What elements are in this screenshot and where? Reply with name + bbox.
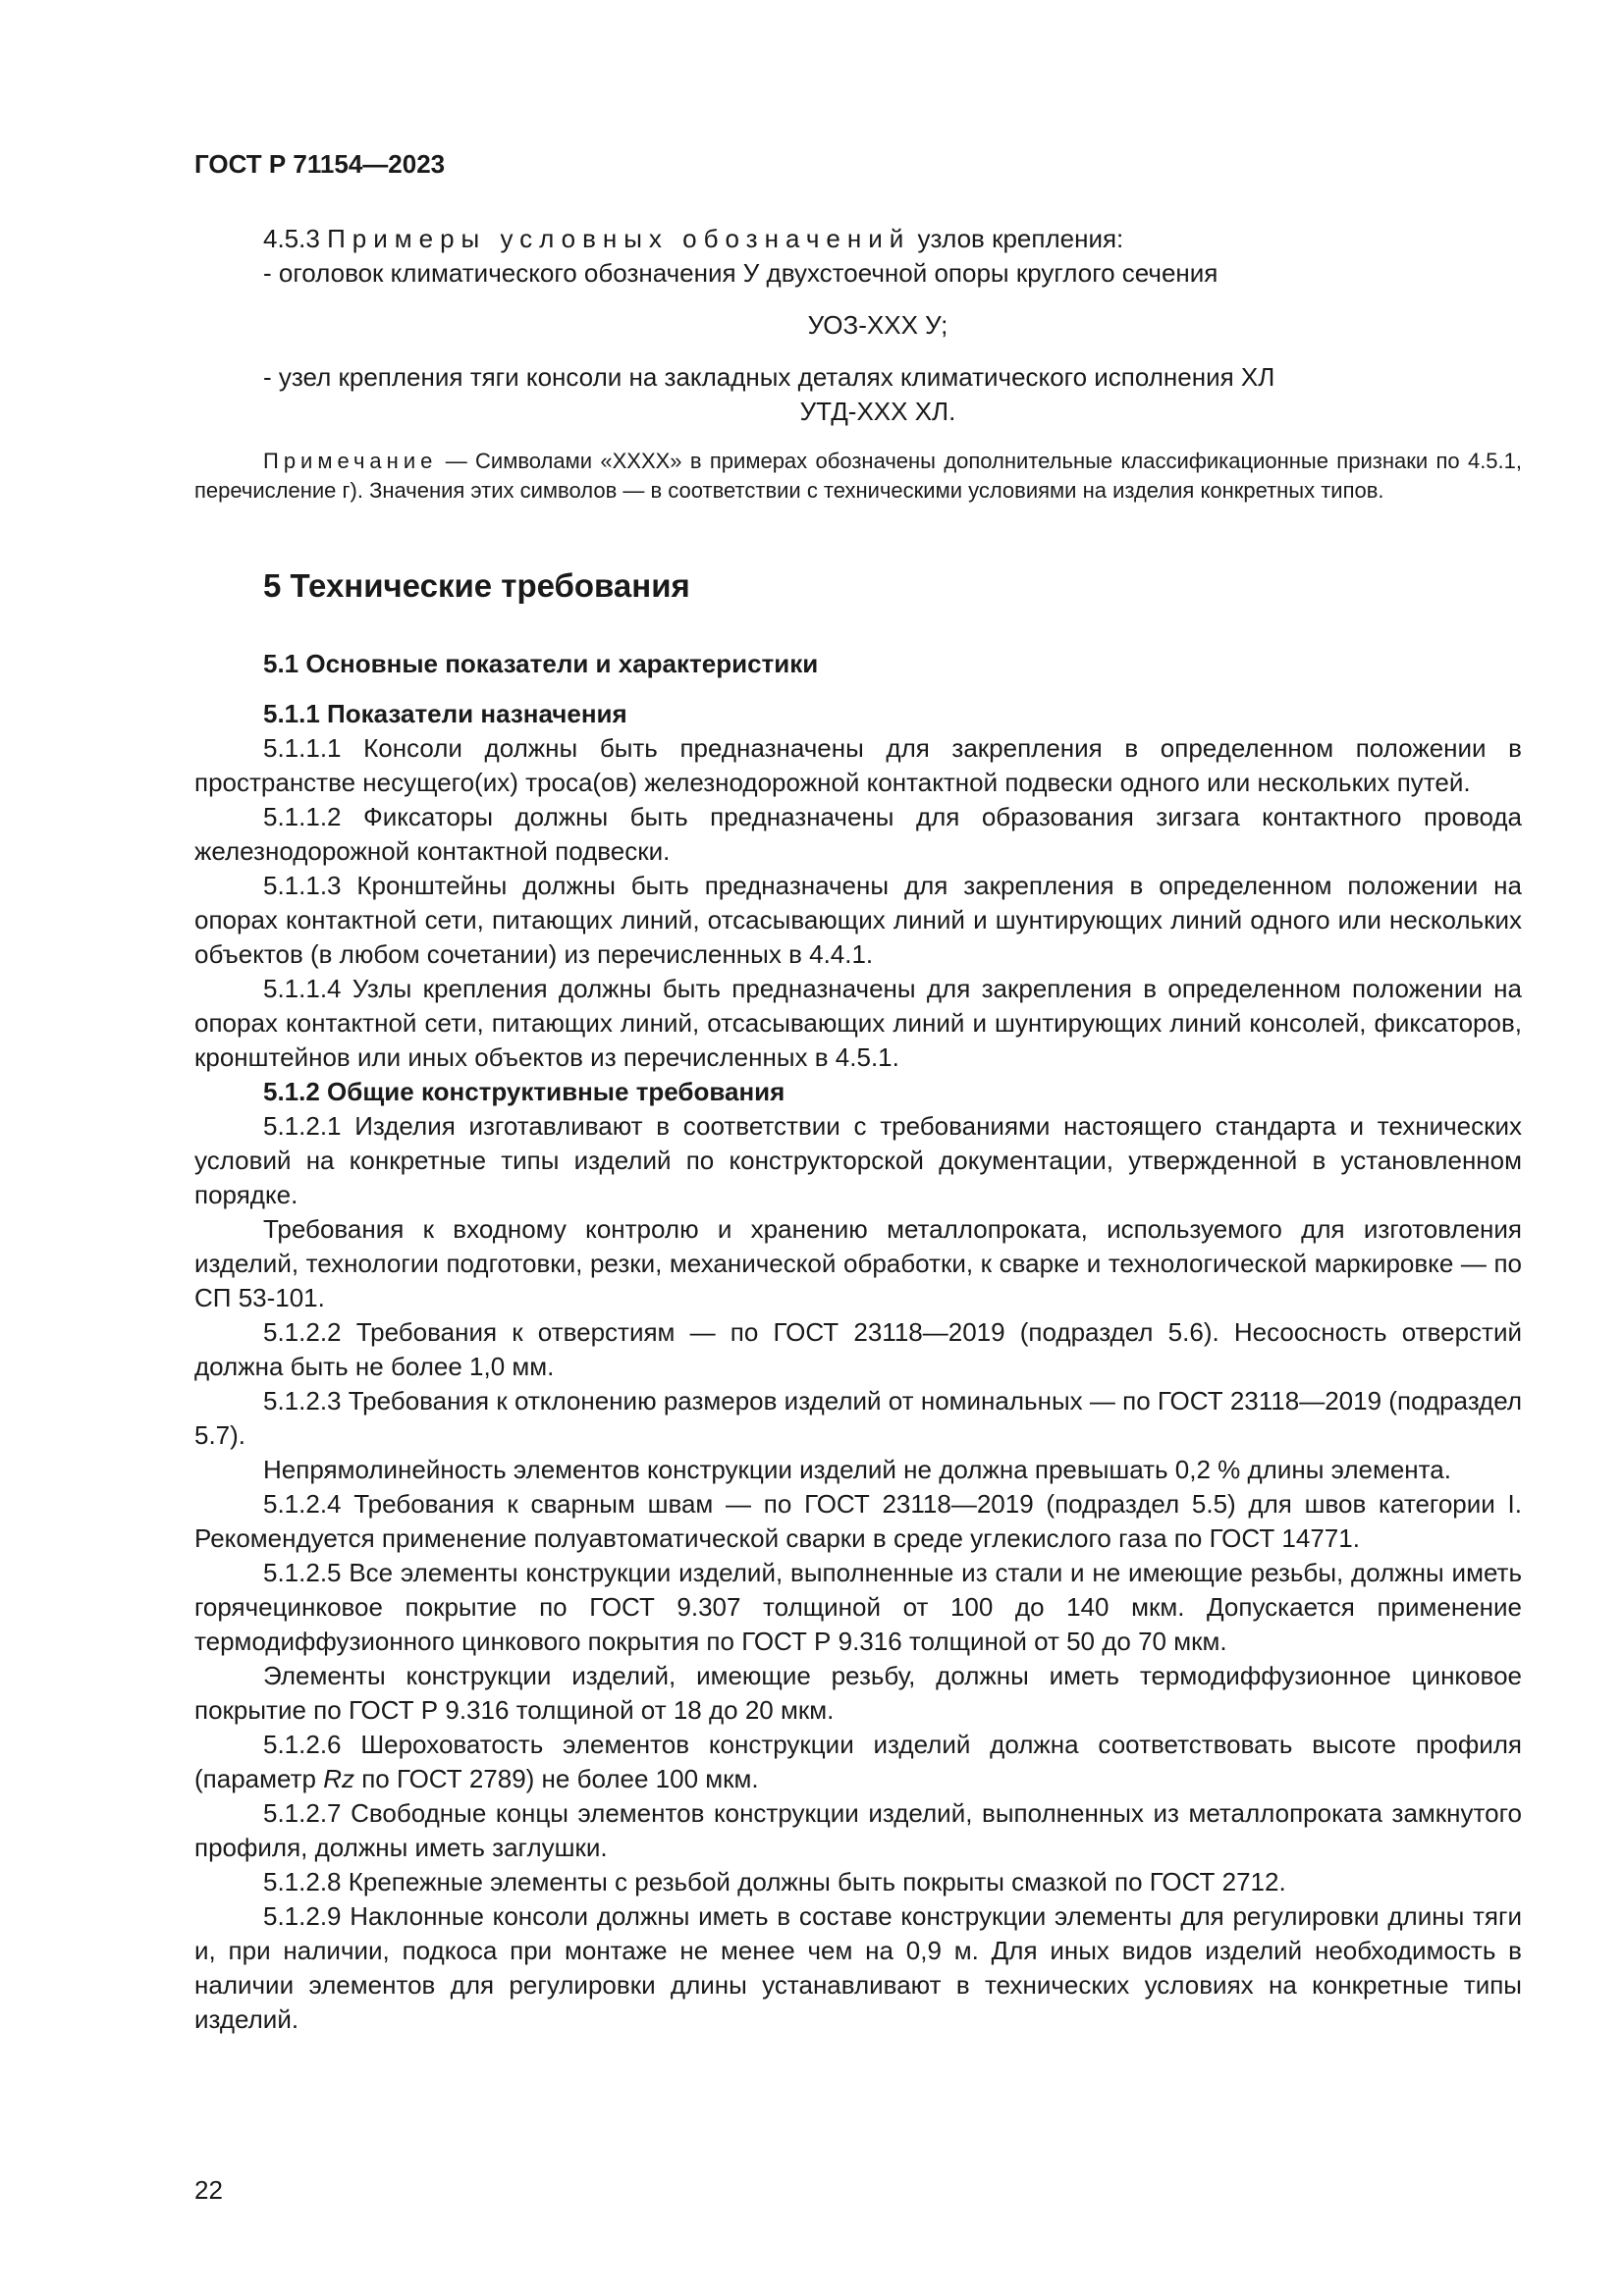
section-5-1-title: 5.1 Основные показатели и характеристики [263,649,819,678]
paragraph-5-1-2-6-part-b: по ГОСТ 2789) не более 100 мкм. [353,1764,759,1793]
paragraph-5-1-2-5: 5.1.2.5 Все элементы конструкции изделий, выполненные из стали и не имеющие резьбы, должны иметь горячецинковое покрытие по ГОСТ 9.307 толщиной от 100 до 140 мкм. Допускается применение термодиффузионного цинкового покрытия по ГОСТ Р 9.316 толщиной от 50 до 70 мкм. [194,1558,1522,1656]
note-paragraph [194,447,1522,506]
examples-heading [194,222,1522,256]
examples-label: Примеры условных обозначений [327,224,911,253]
example-item-2: - узел крепления тяги консоли на закладных деталях климатического исполнения ХЛ [263,362,1275,392]
example-item-1: - оголовок климатического обозначения У двухстоечной опоры круглого сечения [263,258,1218,288]
paragraph-5-1-2-2: 5.1.2.2 Требования к отверстиям — по ГОСТ 23118—2019 (подраздел 5.6). Несоосность отверстий должна быть не более 1,0 мм. [194,1317,1522,1381]
paragraph-5-1-2-1-b: Требования к входному контролю и хранению металлопроката, используемого для изготовления изделий, технологии подготовки, резки, механической обработки, к сварке и технологической маркировке — по СП 53-101. [194,1214,1522,1312]
example-designation-2: УТД-XXX ХЛ. [799,397,956,426]
section-5-1-2-title: 5.1.2 Общие конструктивные требования [263,1077,785,1106]
paragraph-5-1-1-1: 5.1.1.1 Консоли должны быть предназначены для закрепления в определенном положении в пространстве несущего(их) троса(ов) железнодорожной контактной подвески одного или нескольких путей. [194,733,1522,797]
paragraph-5-1-1-2: 5.1.1.2 Фиксаторы должны быть предназначены для образования зигзага контактного провода железнодорожной контактной подвески. [194,802,1522,866]
paragraph-5-1-2-1: 5.1.2.1 Изделия изготавливают в соответствии с требованиями настоящего стандарта и технических условий на конкретные типы изделий по конструкторской документации, утвержденной в установленном порядке. [194,1111,1522,1209]
paragraph-5-1-2-4: 5.1.2.4 Требования к сварным швам — по ГОСТ 23118—2019 (подраздел 5.5) для швов категории I. Рекомендуется применение полуавтоматической сварки в среде углекислого газа по ГОСТ 14771. [194,1489,1522,1553]
section-5-title: 5 Технические требования [263,567,690,604]
paragraph-5-1-2-7: 5.1.2.7 Свободные концы элементов конструкции изделий, выполненных из металлопроката замкнутого профиля, должны иметь заглушки. [194,1798,1522,1862]
note-label: Примечание [263,449,438,473]
rz-parameter: Rz [323,1764,354,1793]
paragraph-5-1-2-6 [194,1728,1522,1796]
paragraph-5-1-1-4: 5.1.1.4 Узлы крепления должны быть предназначены для закрепления в определенном положении на опорах контактной сети, питающих линий, отсасывающих линий и шунтирующих линий консолей, фиксаторов, кронштейнов или иных объектов из перечисленных в 4.5.1. [194,974,1522,1072]
examples-number: 4.5.3 [263,224,320,253]
document-page [194,147,1522,2037]
paragraph-5-1-2-8: 5.1.2.8 Крепежные элементы с резьбой должны быть покрыты смазкой по ГОСТ 2712. [263,1867,1286,1896]
example-designation-1: УОЗ-XXX У; [807,310,948,340]
note-text: — Символами «XXXX» в примерах обозначены дополнительные классификационные признаки по 4.5.1, перечисление г). Значения этих символов — в соответствии с техническими условиями на изделия конкретных типов. [194,449,1522,503]
section-5-1-1-title: 5.1.1 Показатели назначения [263,699,627,728]
paragraph-5-1-2-6-part-a: 5.1.2.6 Шероховатость элементов конструкции изделий должна соответствовать высоте профиля (параметр [194,1730,1522,1793]
page-number: 22 [194,2175,223,2205]
paragraph-5-1-2-9: 5.1.2.9 Наклонные консоли должны иметь в составе конструкции элементы для регулировки длины тяги и, при наличии, подкоса при монтаже не менее чем на 0,9 м. Для иных видов изделий необходимость в наличии элементов для регулировки длины устанавливают в технических условиях на конкретные типы изделий. [194,1901,1522,2034]
paragraph-5-1-2-3: 5.1.2.3 Требования к отклонению размеров изделий от номинальных — по ГОСТ 23118—2019 (подраздел 5.7). [194,1386,1522,1450]
paragraph-5-1-2-3-b: Непрямолинейность элементов конструкции изделий не должна превышать 0,2 % длины элемента. [263,1455,1451,1484]
document-header: ГОСТ Р 71154—2023 [194,149,446,179]
paragraph-5-1-2-5-b: Элементы конструкции изделий, имеющие резьбу, должны иметь термодиффузионное цинковое покрытие по ГОСТ Р 9.316 толщиной от 18 до 20 мкм. [194,1661,1522,1725]
paragraph-5-1-1-3: 5.1.1.3 Кронштейны должны быть предназначены для закрепления в определенном положении на опорах контактной сети, питающих линий, отсасывающих линий и шунтирующих линий одного или нескольких объектов (в любом сочетании) из перечисленных в 4.4.1. [194,871,1522,969]
examples-label-suffix: узлов крепления: [917,224,1124,253]
